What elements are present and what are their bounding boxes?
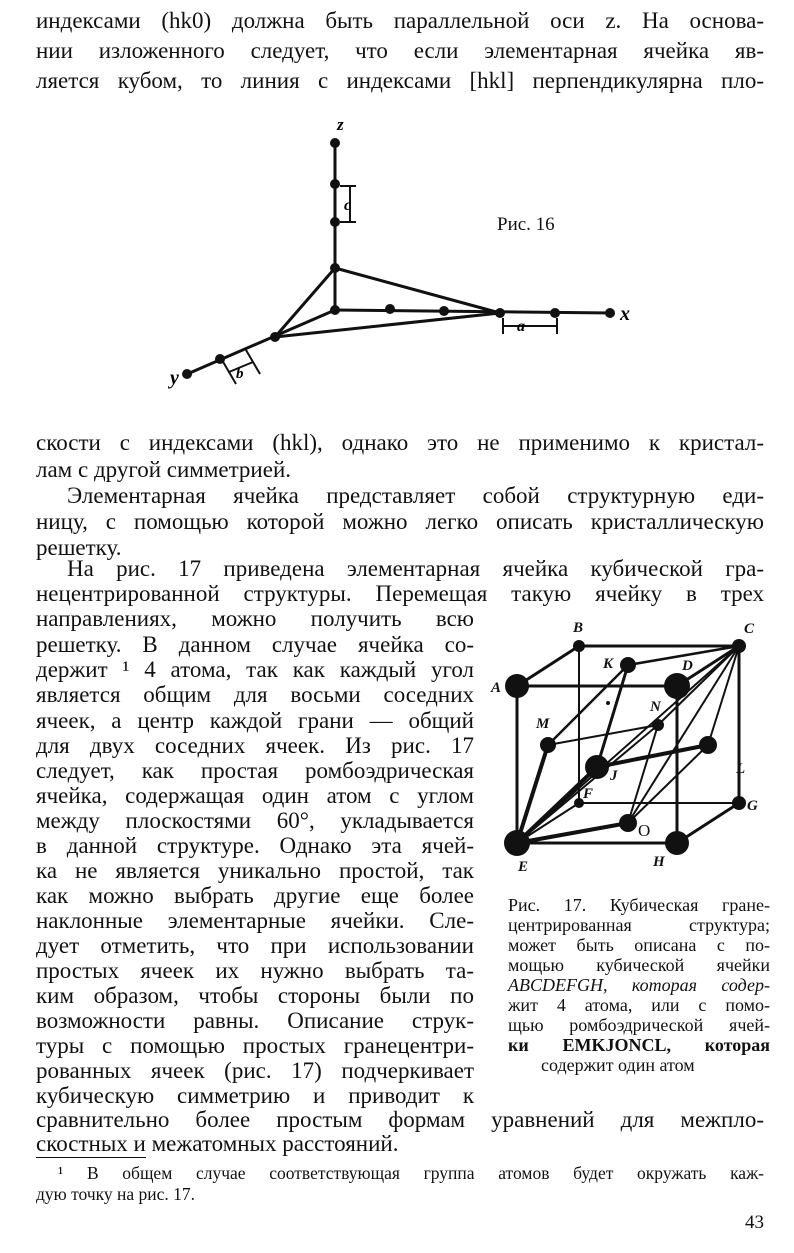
body-text-line: в данной структуре. Однако эта ячей-	[36, 833, 474, 858]
label-A: A	[491, 680, 502, 696]
body-text-line: направлениях, можно получить всю	[36, 606, 474, 631]
figure-17-caption-line: ки EMKJONCL, которая	[508, 1035, 770, 1055]
label-J: J	[610, 768, 618, 784]
label-L: L	[736, 761, 746, 777]
body-text-line: решетку.	[36, 535, 122, 560]
label-N: N	[650, 699, 661, 715]
label-H: H	[653, 854, 665, 870]
figure-17-caption-line: мощью кубической ячейки	[508, 955, 770, 975]
label-C: C	[744, 621, 755, 637]
a-dimension-marker	[503, 318, 557, 334]
figure-16-diagram	[150, 105, 670, 405]
footnote-line: дую точку на рис. 17.	[36, 1184, 196, 1204]
body-text-line: дует отметить, что при использовании	[36, 933, 474, 958]
body-text-line: сравнительно более простым формам уравнений для межпло-	[36, 1107, 764, 1132]
figure-16-caption: Рис. 16	[497, 214, 555, 235]
axis-x-label: x	[620, 303, 630, 325]
plane-edge	[335, 268, 500, 313]
body-text-line: является общим для восьми соседних	[36, 682, 474, 707]
body-text-line: решетку. В данном случае ячейка со-	[36, 632, 474, 657]
axis-y-label: y	[170, 367, 179, 389]
body-text-line: нии изложенного следует, что если элементарная ячейка яв-	[36, 38, 764, 63]
body-text-line: нецентрированной структуры. Перемещая такую ячейку в трех	[36, 581, 764, 606]
label-M: M	[536, 716, 550, 732]
body-text-line: лам с другой симметрией.	[36, 457, 292, 482]
body-text-line: держит ¹ 4 атома, так как каждый угол	[36, 657, 474, 682]
label-D: D	[682, 658, 693, 674]
x-axis-line	[335, 310, 612, 313]
label-F: F	[583, 786, 594, 802]
label-E: E	[518, 859, 529, 875]
body-text-line: скостных и межатомных расстояний.	[36, 1131, 399, 1156]
body-text-line: ляется кубом, то линия с индексами [hkl] перпендикулярна пло-	[36, 68, 764, 93]
label-K: K	[603, 656, 614, 672]
body-text-line: Элементарная ячейка представляет собой структурную еди-	[67, 483, 764, 508]
footnote-line: ¹ В общем случае соответствующая группа атомов будет окружать каж-	[58, 1163, 764, 1183]
body-text-line: для двух соседних ячеек. Из рис. 17	[36, 733, 474, 758]
page-number: 43	[745, 1212, 764, 1233]
body-text-line: скости с индексами (hkl), однако это не применимо к кристал-	[36, 430, 764, 455]
figure-17-caption-line: щью ромбоэдрической ячей-	[508, 1015, 770, 1035]
body-text-line: возможности равны. Описание струк-	[36, 1008, 474, 1033]
body-text-line: как можно выбрать другие еще более	[36, 883, 474, 908]
plane-edge	[275, 268, 335, 337]
body-text-line: ка не является уникально простой, так	[36, 858, 474, 883]
body-text-line: кубическую симметрию и приводит к	[36, 1083, 474, 1108]
plane-edge	[275, 313, 500, 337]
footnote-separator	[36, 1157, 146, 1158]
label-B: B	[573, 620, 584, 636]
body-text-line: рованных ячеек (рис. 17) подчеркивает	[36, 1058, 474, 1083]
body-text-line: наклонные элементарные ячейки. Сле-	[36, 908, 474, 933]
figure-17-caption-line: жит 4 атома, или с помо-	[508, 995, 770, 1015]
label-b: b	[236, 366, 244, 382]
label-O: O	[638, 821, 651, 840]
lattice-dots	[150, 138, 615, 379]
label-c: c	[344, 197, 352, 214]
body-text-line: ким образом, чтобы стороны были по	[36, 983, 474, 1008]
body-text-line: индексами (hk0) должна быть параллельной оси z. На основа-	[36, 8, 764, 33]
body-text-line: следует, как простая ромбоэдрическая	[36, 758, 474, 783]
figure-17-caption-line: может быть описана с по-	[508, 935, 770, 955]
body-text-line: туры с помощью простых гранецентри-	[36, 1033, 474, 1058]
label-a: a	[517, 318, 525, 335]
figure-17-diagram	[488, 612, 778, 882]
body-text-line: На рис. 17 приведена элементарная ячейка кубической гра-	[67, 556, 764, 581]
figure-17-caption-line: центрированная структура;	[508, 915, 770, 935]
figure-17-caption-line: Рис. 17. Кубическая гране-	[508, 895, 770, 915]
y-axis-line	[185, 310, 335, 375]
body-text-line: ницу, с помощью которой можно легко описать кристаллическую	[36, 509, 764, 534]
body-text-line: ячейка, содержащая один атом с углом	[36, 783, 474, 808]
body-text-line: ячеек, а центр каждой грани — общий	[36, 708, 474, 733]
axis-z-label: z	[337, 115, 344, 134]
body-text-line: между плоскостями 60°, укладывается	[36, 808, 474, 833]
body-text-line: простых ячеек их нужно выбрать та-	[36, 958, 474, 983]
figure-17-caption-line: содержит один атом	[541, 1055, 695, 1075]
figure-17-caption-line: ABCDEFGH, которая содер-	[508, 975, 770, 995]
label-G: G	[747, 798, 758, 814]
